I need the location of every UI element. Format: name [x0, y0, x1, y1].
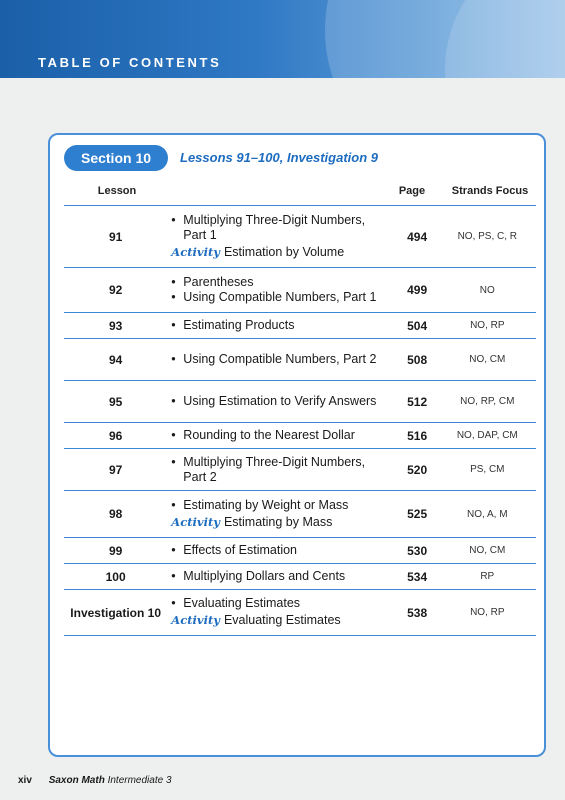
toc-table: [64, 205, 536, 636]
topic-item: [171, 290, 385, 305]
table-row: [64, 564, 536, 590]
topic-text: Estimating by Weight or Mass: [183, 497, 349, 512]
lesson-number: 97: [108, 462, 123, 477]
topic-text: Parentheses: [183, 275, 254, 289]
lesson-number: 94: [108, 352, 123, 367]
page-reference: 516: [407, 428, 428, 443]
page-reference: 494: [407, 229, 428, 244]
bullet-icon: •: [171, 569, 176, 583]
bullet-icon: •: [171, 290, 176, 304]
section-subtitle: Lessons 91–100, Investigation 9: [180, 150, 378, 165]
table-row: [64, 491, 536, 538]
strands-focus: PS, CM: [470, 464, 505, 475]
bullet-icon: •: [171, 212, 176, 227]
strands-focus: RP: [480, 571, 495, 582]
topic-text: Rounding to the Nearest Dollar: [183, 428, 355, 442]
lesson-topics: [167, 455, 385, 485]
book-title: Saxon Math: [48, 775, 105, 786]
table-row: [64, 381, 536, 423]
topic-item: [171, 569, 385, 584]
topic-item: [171, 275, 385, 290]
table-row: [64, 339, 536, 381]
topic-text: Evaluating Estimates: [183, 596, 301, 610]
topic-text: Using Estimation to Verify Answers: [183, 394, 377, 408]
page-reference: 530: [407, 543, 428, 558]
lesson-topics: [167, 275, 385, 305]
lesson-number: 98: [108, 507, 123, 521]
topic-text: Effects of Estimation: [183, 543, 298, 557]
lesson-topics: [167, 543, 385, 558]
column-header-page: Page: [398, 185, 426, 197]
lesson-number: 96: [108, 428, 123, 443]
lesson-topics: [167, 318, 385, 333]
bullet-icon: •: [171, 596, 176, 610]
table-row: [64, 423, 536, 449]
page-footer: [18, 775, 172, 786]
topic-text: Multiplying Dollars and Cents: [183, 569, 346, 583]
topic-text: Using Compatible Numbers, Part 2: [183, 352, 377, 366]
bullet-icon: •: [171, 352, 176, 366]
activity-line: [171, 513, 385, 531]
topic-item: [171, 498, 385, 513]
page-title: TABLE OF CONTENTS: [38, 55, 222, 70]
lesson-topics: [167, 596, 385, 629]
lesson-topics: [167, 213, 385, 261]
strands-focus: NO, A, M: [467, 508, 508, 520]
activity-text: Estimating by Mass: [223, 514, 333, 529]
bullet-icon: •: [171, 275, 176, 289]
bullet-icon: •: [171, 394, 176, 408]
topic-item: [171, 596, 385, 611]
bullet-icon: •: [171, 454, 176, 469]
table-row: [64, 449, 536, 491]
table-row: [64, 206, 536, 268]
lesson-number: Investigation 10: [70, 605, 161, 620]
strands-focus: NO, CM: [469, 545, 506, 556]
page-number: xiv: [18, 775, 32, 786]
strands-focus: NO, DAP, CM: [456, 430, 518, 441]
page-reference: 512: [407, 394, 428, 409]
lesson-number: 93: [108, 318, 123, 333]
strands-focus: NO, RP: [470, 607, 505, 618]
page-reference: 534: [407, 569, 428, 584]
topic-text: Multiplying Three-Digit Numbers, Part 1: [183, 212, 366, 242]
section-badge: Section 10: [64, 145, 168, 171]
bullet-icon: •: [171, 428, 176, 442]
table-row: [64, 538, 536, 564]
topic-item: [171, 455, 385, 485]
topic-item: [171, 213, 385, 243]
page-reference: 508: [407, 352, 428, 367]
page-reference: 525: [407, 507, 428, 521]
table-row: [64, 268, 536, 313]
strands-focus: NO, RP: [470, 320, 505, 331]
activity-line: [171, 611, 385, 629]
topic-text: Using Compatible Numbers, Part 1: [183, 290, 377, 304]
strands-focus: NO: [479, 284, 495, 296]
page-reference: 520: [407, 462, 428, 477]
bullet-icon: •: [171, 543, 176, 557]
bullet-icon: •: [171, 497, 176, 512]
topic-item: [171, 394, 385, 409]
activity-text: Evaluating Estimates: [223, 613, 341, 627]
header-banner: [0, 0, 565, 78]
topic-text: Multiplying Three-Digit Numbers, Part 2: [183, 454, 366, 484]
page-reference: 499: [407, 283, 428, 297]
table-row: [64, 590, 536, 636]
toc-card: [48, 133, 546, 757]
lesson-number: 100: [105, 569, 126, 584]
book-subtitle: Intermediate 3: [107, 775, 172, 786]
activity-text: Estimation by Volume: [223, 244, 345, 259]
strands-focus: NO, CM: [469, 354, 506, 365]
bullet-icon: •: [171, 318, 176, 332]
topic-text: Estimating Products: [183, 318, 295, 332]
lesson-number: 99: [108, 543, 123, 558]
lesson-topics: [167, 352, 385, 367]
topic-item: [171, 543, 385, 558]
table-row: [64, 313, 536, 339]
column-header-strands: Strands Focus: [451, 185, 529, 197]
page-reference: 504: [407, 318, 428, 333]
topic-item: [171, 318, 385, 333]
lesson-number: 91: [108, 229, 123, 244]
topic-item: [171, 428, 385, 443]
banner-decoration: [445, 0, 565, 78]
activity-label: Activity: [171, 613, 220, 627]
strands-focus: NO, PS, C, R: [457, 231, 518, 242]
lesson-topics: [167, 394, 385, 409]
page-reference: 538: [407, 605, 428, 620]
activity-label: Activity: [171, 244, 220, 259]
lesson-number: 95: [108, 394, 123, 409]
topic-item: [171, 352, 385, 367]
activity-label: Activity: [171, 514, 220, 529]
activity-line: [171, 243, 385, 261]
lesson-topics: [167, 428, 385, 443]
lesson-topics: [167, 569, 385, 584]
lesson-number: 92: [108, 283, 123, 297]
lesson-topics: [167, 498, 385, 531]
strands-focus: NO, RP, CM: [460, 396, 515, 407]
column-header-lesson: Lesson: [97, 185, 137, 197]
